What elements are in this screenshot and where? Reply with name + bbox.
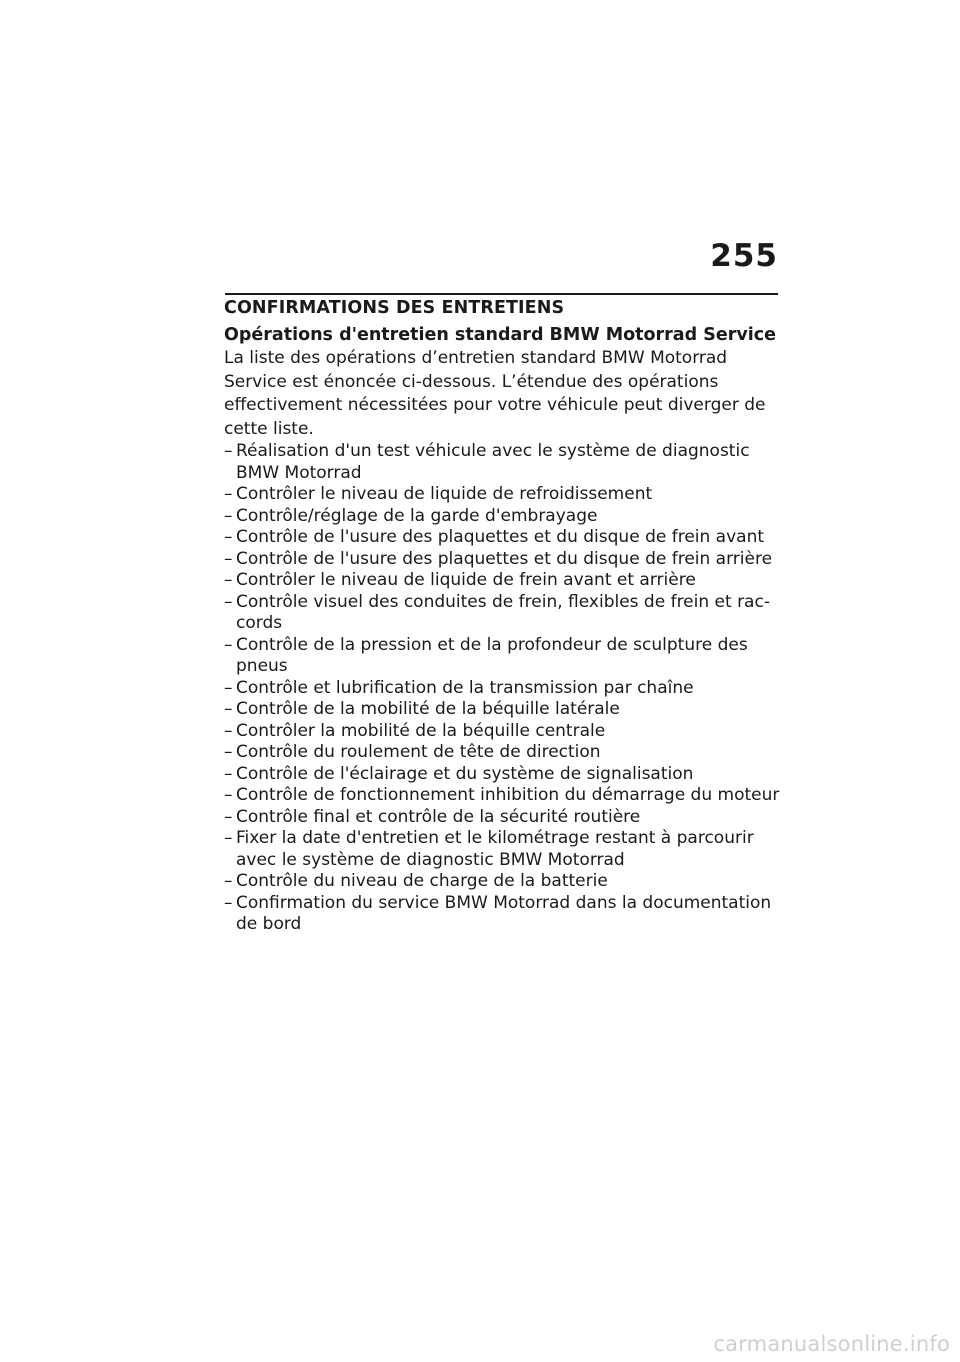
dash-bullet: – <box>224 591 233 612</box>
checklist-item-text: Contrôler le niveau de liquide de frein avant et arrière <box>236 570 696 590</box>
checklist-item <box>224 871 784 893</box>
checklist-item <box>224 828 784 871</box>
checklist-item-text: Contrôle de l'éclairage et du système de signalisation <box>236 763 694 784</box>
checklist-item <box>224 807 784 829</box>
checklist-item <box>224 484 784 506</box>
dash-bullet: – <box>224 806 233 827</box>
dash-bullet: – <box>224 763 233 784</box>
watermark: carmanualsonline.info <box>713 1332 950 1356</box>
dash-bullet: – <box>224 720 233 741</box>
page-number: 255 <box>710 238 778 274</box>
checklist-item <box>224 549 784 571</box>
dash-bullet: – <box>224 441 233 461</box>
checklist-item-text: Contrôle de la pression et de la profondeur de sculpture des pneus <box>236 634 748 676</box>
checklist-item-text: Confirmation du service BMW Motorrad dans la documentation de bord <box>236 892 772 934</box>
checklist-item <box>224 893 784 936</box>
checklist-item-text: Contrôle de l'usure des plaquettes et du disque de frein avant <box>236 527 765 547</box>
dash-bullet: – <box>224 677 233 698</box>
dash-bullet: – <box>224 828 233 848</box>
maintenance-checklist <box>224 441 784 936</box>
dash-bullet: – <box>224 634 233 655</box>
subsection-title: Opérations d'entretien standard BMW Motorrad Service <box>224 325 776 345</box>
dash-bullet: – <box>224 548 233 569</box>
dash-bullet: – <box>224 527 233 547</box>
checklist-item-text: Contrôle du roulement de tête de direction <box>236 742 601 762</box>
checklist-item-text: Contrôle de la mobilité de la béquille latérale <box>236 699 620 719</box>
checklist-item <box>224 441 784 484</box>
checklist-item <box>224 592 784 635</box>
checklist-item-text: Fixer la date d'entretien et le kilométrage restant à parcourir avec le système de diagnostic BMW Motorrad <box>236 828 754 870</box>
checklist-item <box>224 678 784 700</box>
checklist-item-text: Contrôler la mobilité de la béquille centrale <box>236 720 606 741</box>
dash-bullet: – <box>224 892 233 913</box>
checklist-item <box>224 527 784 549</box>
header-rule <box>225 293 778 295</box>
checklist-item-text: Contrôle de l'usure des plaquettes et du disque de frein arrière <box>236 548 773 569</box>
checklist-item-text: Contrôle de fonctionnement inhibition du démarrage du moteur <box>236 785 780 805</box>
dash-bullet: – <box>224 570 233 590</box>
checklist-item-text: Contrôle du niveau de charge de la batterie <box>236 871 608 891</box>
checklist-item <box>224 742 784 764</box>
dash-bullet: – <box>224 785 233 805</box>
checklist-item <box>224 570 784 592</box>
checklist-item <box>224 785 784 807</box>
checklist-item <box>224 506 784 528</box>
checklist-item-text: Contrôle et lubrification de la transmission par chaîne <box>236 677 694 698</box>
dash-bullet: – <box>224 699 233 719</box>
page-content <box>224 297 784 936</box>
checklist-item-text: Contrôle/réglage de la garde d'embrayage <box>236 505 598 526</box>
dash-bullet: – <box>224 484 233 504</box>
dash-bullet: – <box>224 505 233 526</box>
dash-bullet: – <box>224 871 233 891</box>
checklist-item-text: Contrôle visuel des conduites de frein, flexibles de frein et rac- cords <box>236 591 770 633</box>
checklist-item <box>224 699 784 721</box>
checklist-item <box>224 764 784 786</box>
dash-bullet: – <box>224 742 233 762</box>
section-title: CONFIRMATIONS DES ENTRETIENS <box>224 298 565 318</box>
checklist-item-text: Réalisation d'un test véhicule avec le système de diagnostic BMW Motorrad <box>236 441 750 483</box>
checklist-item <box>224 721 784 743</box>
checklist-item-text: Contrôle final et contrôle de la sécurité routière <box>236 806 641 827</box>
checklist-item-text: Contrôler le niveau de liquide de refroidissement <box>236 484 653 504</box>
intro-paragraph: La liste des opérations d’entretien standard BMW Motorrad Service est énoncée ci-dessous. L’étendue des opérations effectivement nécessitées pour votre véhicule peut diverger de cette liste. <box>224 348 766 439</box>
checklist-item <box>224 635 784 678</box>
